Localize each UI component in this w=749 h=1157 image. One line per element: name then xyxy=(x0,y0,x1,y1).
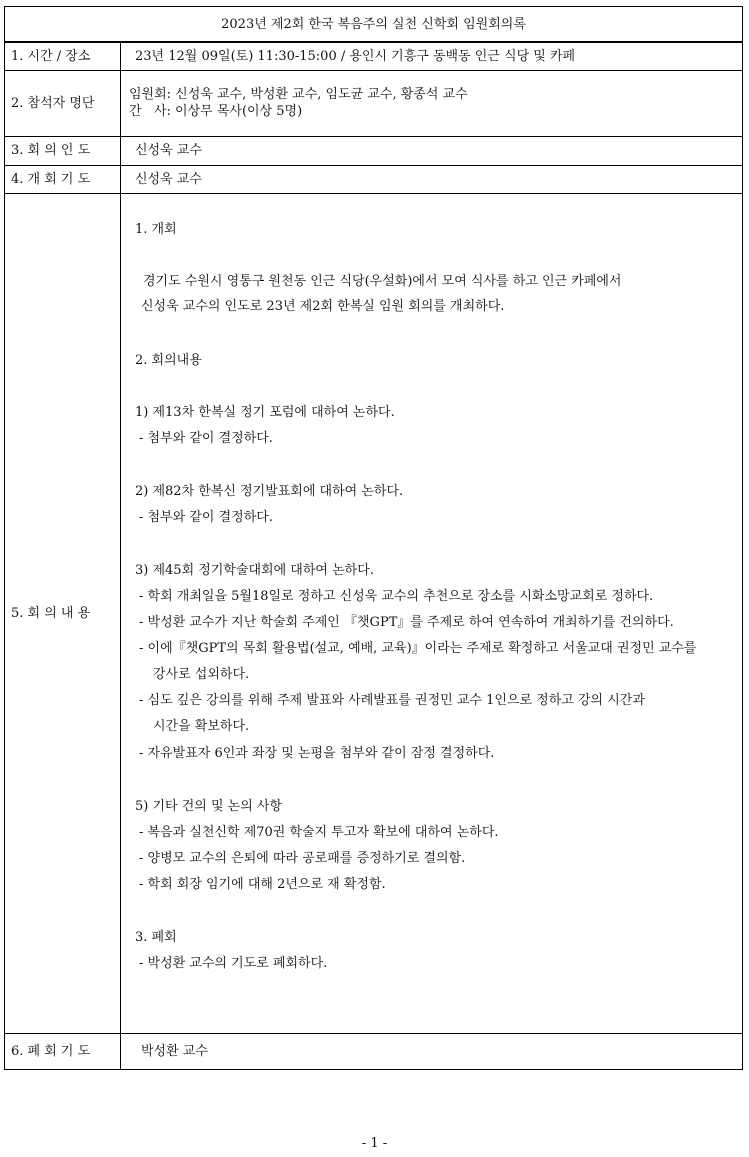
chair-label: 3. 회 의 인 도 xyxy=(5,136,121,165)
agenda-item-bullet-continuation: 시간을 확보하다. xyxy=(153,718,250,734)
chair-value: 신성욱 교수 xyxy=(121,136,743,165)
row-time-place xyxy=(5,42,743,70)
agenda-item-bullet-continuation: 강사로 섭외하다. xyxy=(153,666,250,682)
contents-label: 5. 회 의 내 용 xyxy=(5,193,121,1033)
section-opening-heading: 1. 개회 xyxy=(135,221,177,237)
attendees-label: 2. 참석자 명단 xyxy=(5,70,121,136)
row-closing-prayer xyxy=(5,1033,743,1069)
agenda-item-heading: 1) 제13차 한복실 정기 포럼에 대하여 논하다. xyxy=(135,404,395,420)
section-contents-heading: 2. 회의내용 xyxy=(135,352,202,368)
document-title: 2023년 제2회 한국 복음주의 실천 신학회 임원회의록 xyxy=(5,7,743,43)
contents-value xyxy=(121,193,743,1033)
meeting-contents xyxy=(121,194,742,1032)
time-place-label: 1. 시간 / 장소 xyxy=(5,42,121,70)
opening-paragraph-line: 신성욱 교수의 인도로 23년 제2회 한복실 임원 회의를 개최하다. xyxy=(141,298,505,314)
agenda-item-heading: 3) 제45회 정기학술대회에 대하여 논하다. xyxy=(135,562,374,578)
closing-prayer-value: 박성환 교수 xyxy=(121,1033,743,1069)
section-closing-heading: 3. 폐회 xyxy=(135,929,177,945)
attendees-secretary: 간 사: 이상무 목사(이상 5명) xyxy=(129,104,303,119)
title-row xyxy=(5,7,743,43)
agenda-item-bullet: - 자유발표자 6인과 좌장 및 논평을 첨부와 같이 잠정 결정하다. xyxy=(139,745,495,761)
closing-prayer-label: 6. 폐 회 기 도 xyxy=(5,1033,121,1069)
agenda-item-bullet: - 첨부와 같이 결정하다. xyxy=(139,430,273,446)
agenda-item-bullet: - 학회 개최일을 5월18일로 정하고 신성욱 교수의 추천으로 장소를 시화소망교회로 정하다. xyxy=(139,588,654,604)
minutes-table xyxy=(4,6,743,1070)
attendees-officers: 임원회: 신성욱 교수, 박성환 교수, 임도균 교수, 황종석 교수 xyxy=(129,87,468,102)
agenda-item-bullet: - 박성환 교수가 지난 학술회 주제인 『챗GPT』를 주제로 하여 연속하여 개최하기를 건의하다. xyxy=(139,614,674,630)
row-contents xyxy=(5,193,743,1033)
agenda-item-bullet: - 첨부와 같이 결정하다. xyxy=(139,509,273,525)
agenda-item-heading: 5) 기타 건의 및 논의 사항 xyxy=(135,798,283,814)
agenda-item-heading: 2) 제82차 한복신 정기발표회에 대하여 논하다. xyxy=(135,483,404,499)
agenda-item-bullet: - 복음과 실천신학 제70권 학술지 투고자 확보에 대하여 논하다. xyxy=(139,824,499,840)
closing-bullet: - 박성환 교수의 기도로 폐회하다. xyxy=(139,955,328,971)
row-opening-prayer xyxy=(5,165,743,193)
opening-prayer-value: 신성욱 교수 xyxy=(121,165,743,193)
page-number: - 1 - xyxy=(361,1136,388,1151)
opening-paragraph-line: 경기도 수원시 영통구 원천동 인근 식당(우설화)에서 모여 식사를 하고 인근 카페에서 xyxy=(143,273,622,289)
agenda-item-bullet: - 양병모 교수의 은퇴에 따라 공로패를 증정하기로 결의함. xyxy=(139,850,466,866)
row-attendees xyxy=(5,70,743,136)
attendees-value xyxy=(121,70,743,136)
agenda-item-bullet: - 이에『챗GPT의 목회 활용법(설교, 예배, 교육)』이라는 주제로 확정하고 서울교대 권정민 교수를 xyxy=(139,640,697,656)
agenda-item-bullet: - 학회 회장 임기에 대해 2년으로 재 확정함. xyxy=(139,876,386,892)
time-place-value: 23년 12월 09일(토) 11:30-15:00 / 용인시 기흥구 동백동 인근 식당 및 카페 xyxy=(121,42,743,70)
agenda-item-bullet: - 심도 깊은 강의를 위해 주제 발표와 사례발표를 권정민 교수 1인으로 정하고 강의 시간과 xyxy=(139,692,645,708)
opening-prayer-label: 4. 개 회 기 도 xyxy=(5,165,121,193)
row-chair xyxy=(5,136,743,165)
